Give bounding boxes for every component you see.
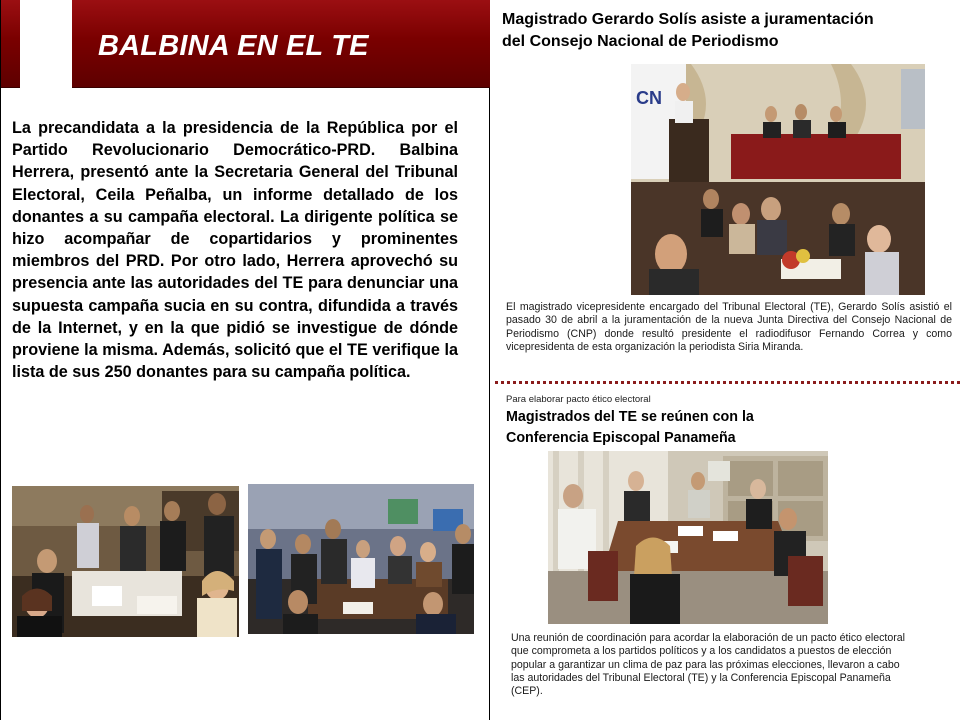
section-separator	[495, 381, 960, 384]
section-banner	[1, 0, 490, 88]
cep-kicker: Para elaborar pacto ético electoral	[506, 394, 651, 405]
photo-balbina-meeting	[248, 484, 474, 634]
banner-title: BALBINA EN EL TE	[98, 30, 369, 62]
cnp-caption: El magistrado vicepresidente encargado del Tribunal Electoral (TE), Gerardo Solís asistió el pasado 30 de abril a la juramentación de la nueva Junta Directiva del Consejo Nacional de Periodismo (CNP) donde resultó presidente el radiodifusor Fernando Correa y como vicepresidenta de esta organización la periodista Siria Miranda.	[506, 301, 952, 353]
photo-balbina-delivery	[12, 486, 239, 637]
banner-white-block	[20, 0, 72, 88]
svg-text:CN: CN	[636, 88, 662, 108]
cnp-headline: Magistrado Gerardo Solís asiste a juramentación del Consejo Nacional de Periodismo	[502, 11, 874, 50]
photo-cnp-swearing-in	[631, 64, 925, 295]
main-story-body: La precandidata a la presidencia de la República por el Partido Revolucionario Democrático-PRD. Balbina Herrera, presentó ante la Secretaria General del Tribunal Electoral, Ceila Peñalba, un informe detallado de los donantes a su campaña electoral. La dirigente política se hizo acompañar de copartidarios y prominentes miembros del PRD. Por otro lado, Herrera aprovechó su presencia ante las autoridades del TE para denunciar una supuesta campaña sucia en su contra, difundida a través de la Internet, y en la que pidió se investigue de dónde proviene la misma. Además, solicitó que el TE verifique la lista de sus 250 donantes para su campaña política.	[12, 119, 458, 382]
photo-cep-meeting	[548, 451, 828, 624]
cep-caption: Una reunión de coordinación para acordar la elaboración de un pacto ético electoral que comprometa a los partidos políticos y a los candidatos a puestos de elección popular a garantizar un clima de paz para las próximas elecciones, llevaron a cabo las autoridades del Tribunal Electoral (TE) y la Conferencia Episcopal Panameña (CEP).	[511, 632, 905, 698]
cep-headline: Magistrados del TE se reúnen con la Conferencia Episcopal Panameña	[506, 409, 754, 446]
